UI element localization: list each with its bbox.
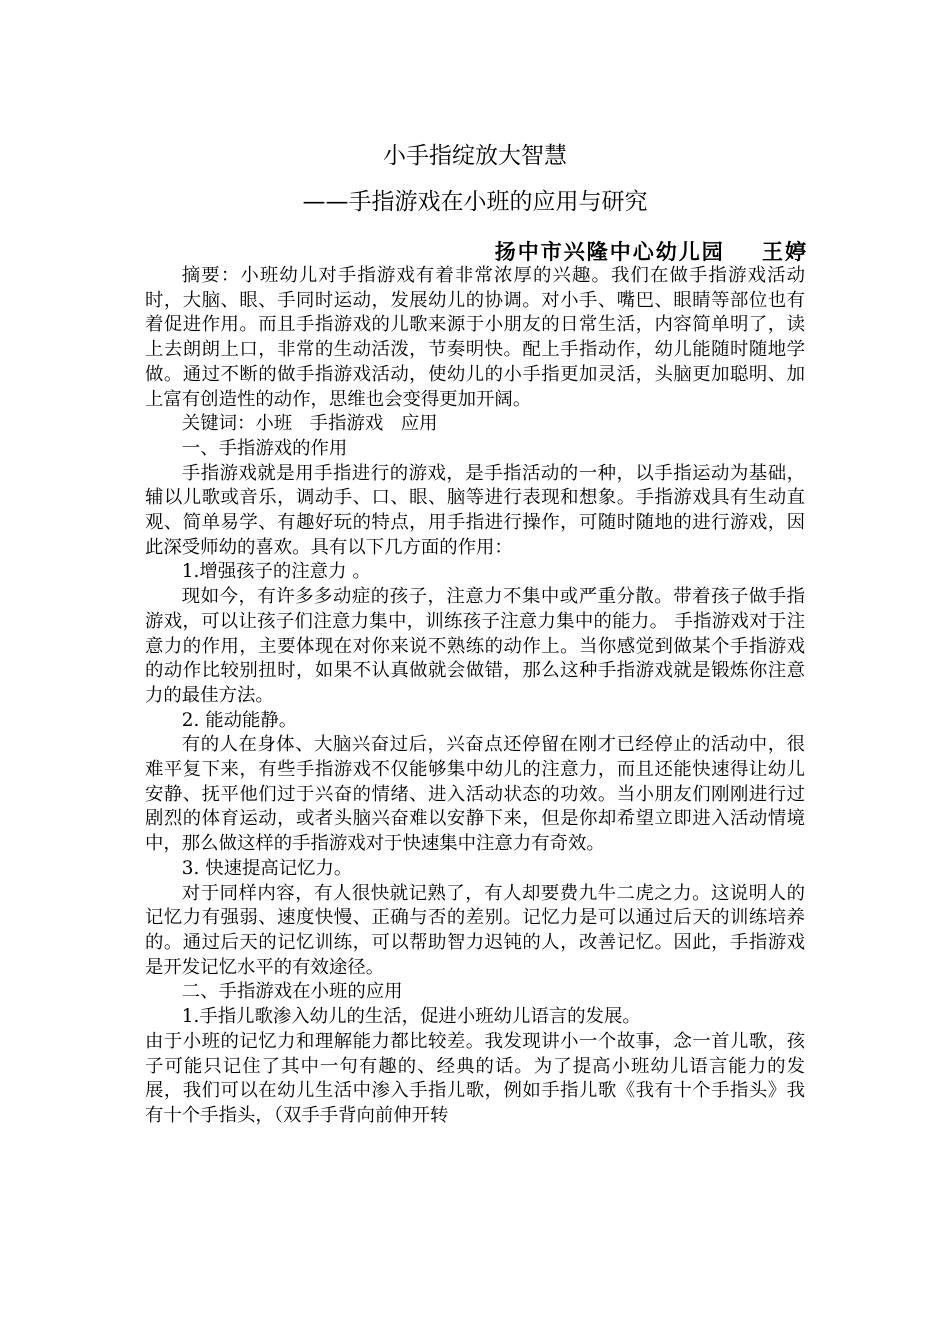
document-subtitle: ——手指游戏在小班的应用与研究: [302, 189, 648, 215]
subheading-1-2: 2. 能动能静。: [181, 709, 298, 731]
body-paragraph: 由于小班的记忆力和理解能力都比较差。我发现讲小一个故事，念一首儿歌，孩子可能只记住了其中一句有趣的、经典的话。为了提高小班幼儿语言能力的发展，我们可以在幼儿生活中渗入手指儿歌，例如手指儿歌《我有十个手指头》我有十个手指头，（双手手背向前伸开转: [145, 1030, 805, 1126]
subheading-1-3: 3. 快速提高记忆力。: [181, 857, 353, 879]
keywords-line: 关键词：小班 手指游戏 应用: [181, 413, 438, 435]
subheading-1-1: 1.增强孩子的注意力 。: [181, 561, 371, 583]
abstract-paragraph: 摘要：小班幼儿对手指游戏有着非常浓厚的兴趣。我们在做手指游戏活动时，大脑、眼、手同时运动，发展幼儿的协调。对小手、嘴巴、眼睛等部位也有着促进作用。而且手指游戏的儿歌来源于小朋友的日常生活，内容简单明了，读上去朗朗上口，非常的生动活泼，节奏明快。配上手指动作，幼儿能随时随地学做。通过不断的做手指游戏活动，使幼儿的小手指更加灵活，头脑更加聪明、加上富有创造性的动作，思维也会变得更加开阔。: [145, 265, 805, 410]
section-heading-1: 一、手指游戏的作用: [181, 437, 348, 459]
subheading-2-1: 1.手指儿歌渗入幼儿的生活，促进小班幼儿语言的发展。: [181, 1006, 641, 1028]
body-paragraph: 对于同样内容，有人很快就记熟了，有人却要费九牛二虎之力。这说明人的记忆力有强弱、速度快慢、正确与否的差别。记忆力是可以通过后天的训练培养的。通过后天的记忆训练，可以帮助智力迟钝的人，改善记忆。因此，手指游戏是开发记忆水平的有效途径。: [145, 882, 805, 978]
body-paragraph: 手指游戏就是用手指进行的游戏，是手指活动的一种，以手指运动为基础，辅以儿歌或音乐，调动手、口、眼、脑等进行表现和想象。手指游戏具有生动直观、简单易学、有趣好玩的特点，用手指进行操作，可随时随地的进行游戏，因此深受师幼的喜欢。具有以下几方面的作用：: [145, 462, 805, 558]
document-title: 小手指绽放大智慧: [383, 143, 567, 169]
document-body: [145, 264, 805, 1129]
body-paragraph: 现如今，有许多多动症的孩子，注意力不集中或严重分散。带着孩子做手指游戏，可以让孩子们注意力集中，训练孩子注意力集中的能力。 手指游戏对于注意力的作用，主要体现在对你来说不熟练的动作上。当你感觉到做某个手指游戏的动作比较别扭时，如果不认真做就会做错，那么这种手指游戏就是锻炼你注意力的最佳方法。: [145, 586, 805, 706]
body-paragraph: 有的人在身体、大脑兴奋过后，兴奋点还停留在刚才已经停止的活动中，很难平复下来，有些手指游戏不仅能够集中幼儿的注意力，而且还能快速得让幼儿安静、抚平他们过于兴奋的情绪、进入活动状态的功效。当小朋友们刚刚进行过剧烈的体育运动，或者头脑兴奋难以安静下来，但是你却希望立即进入活动情境中，那么做这样的手指游戏对于快速集中注意力有奇效。: [145, 734, 805, 855]
author-line: 扬中市兴隆中心幼儿园 王婷: [494, 239, 808, 264]
section-heading-2: 二、手指游戏在小班的应用: [181, 981, 403, 1003]
